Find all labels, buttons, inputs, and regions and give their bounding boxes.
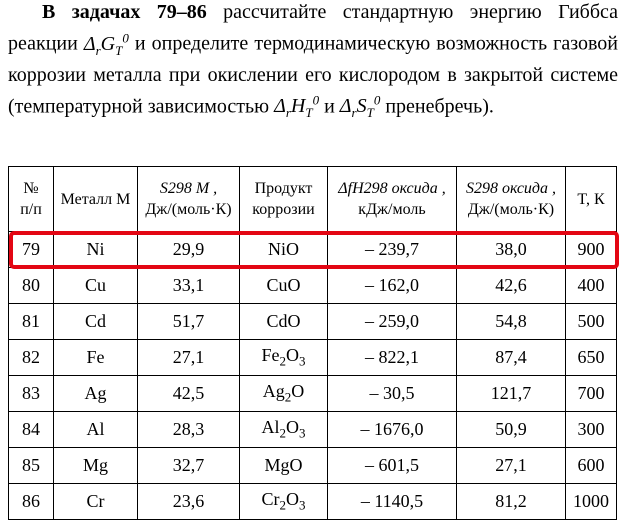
data-table <box>8 166 617 520</box>
table-header-row <box>9 167 617 232</box>
cell-num: 85 <box>9 448 54 484</box>
cell-metal: Cr <box>54 484 138 520</box>
table-row <box>9 340 617 376</box>
header-metal: Металл M <box>54 167 138 232</box>
cell-t: 400 <box>566 268 617 304</box>
cell-num: 81 <box>9 304 54 340</box>
cell-product: $Cr_2O_3$ <box>240 484 328 520</box>
enthalpy-symbol: $\Delta_rH_T^0$ <box>274 92 320 121</box>
cell-t: 500 <box>566 304 617 340</box>
cell-num: 79 <box>9 232 54 268</box>
cell-s: 51,7 <box>138 304 240 340</box>
table-row <box>9 304 617 340</box>
cell-metal: Cd <box>54 304 138 340</box>
header-num: № п/п <box>9 167 54 232</box>
cell-product: MgO <box>240 448 328 484</box>
header-s298-metal: S298 M , Дж/(моль·К) <box>138 167 240 232</box>
header-s298-oxide: S298 оксида , Дж/(моль·К) <box>457 167 566 232</box>
cell-t: 600 <box>566 448 617 484</box>
entropy-symbol: $\Delta_rS_T^0$ <box>339 92 381 121</box>
cell-sox: 54,8 <box>457 304 566 340</box>
header-product: Продукт коррозии <box>240 167 328 232</box>
table-row <box>9 232 617 268</box>
gibbs-symbol: $\Delta_rG_T^0$ <box>83 30 129 58</box>
cell-dh: – 1676,0 <box>328 412 457 448</box>
cell-metal: Fe <box>54 340 138 376</box>
task-text-2: и определите термодинамическую возможность газовой коррозии металла при окислении его кислородом в закрытой системе (температурной зависимостью <box>8 32 618 118</box>
task-text-4: пренебречь). <box>380 95 494 118</box>
cell-t: 900 <box>566 232 617 268</box>
cell-metal: Cu <box>54 268 138 304</box>
header-temperature: T, К <box>566 167 617 232</box>
cell-sox: 50,9 <box>457 412 566 448</box>
table-row <box>9 448 617 484</box>
cell-dh: – 601,5 <box>328 448 457 484</box>
cell-num: 86 <box>9 484 54 520</box>
task-text-1: рассчитайте стандартную энергию Гиббса реакции <box>8 1 618 55</box>
cell-s: 27,1 <box>138 340 240 376</box>
cell-dh: – 162,0 <box>328 268 457 304</box>
cell-t: 1000 <box>566 484 617 520</box>
cell-sox: 81,2 <box>457 484 566 520</box>
cell-t: 700 <box>566 376 617 412</box>
cell-product: NiO <box>240 232 328 268</box>
cell-dh: – 822,1 <box>328 340 457 376</box>
cell-s: 33,1 <box>138 268 240 304</box>
cell-product: $Fe_2O_3$ <box>240 340 328 376</box>
cell-metal: Ag <box>54 376 138 412</box>
cell-s: 29,9 <box>138 232 240 268</box>
cell-s: 32,7 <box>138 448 240 484</box>
cell-s: 42,5 <box>138 376 240 412</box>
table-row <box>9 268 617 304</box>
cell-t: 300 <box>566 412 617 448</box>
cell-dh: – 30,5 <box>328 376 457 412</box>
cell-s: 23,6 <box>138 484 240 520</box>
cell-metal: Mg <box>54 448 138 484</box>
cell-dh: – 259,0 <box>328 304 457 340</box>
cell-sox: 42,6 <box>457 268 566 304</box>
cell-sox: 38,0 <box>457 232 566 268</box>
cell-product: CuO <box>240 268 328 304</box>
task-paragraph <box>8 0 618 125</box>
cell-sox: 121,7 <box>457 376 566 412</box>
cell-metal: Al <box>54 412 138 448</box>
cell-s: 28,3 <box>138 412 240 448</box>
cell-dh: – 239,7 <box>328 232 457 268</box>
table-row <box>9 376 617 412</box>
header-dh-oxide: ΔfH298 оксида , кДж/моль <box>328 167 457 232</box>
cell-product: $Al_2O_3$ <box>240 412 328 448</box>
cell-num: 80 <box>9 268 54 304</box>
cell-metal: Ni <box>54 232 138 268</box>
cell-t: 650 <box>566 340 617 376</box>
cell-dh: – 1140,5 <box>328 484 457 520</box>
cell-num: 84 <box>9 412 54 448</box>
task-text-3: и <box>319 95 340 118</box>
cell-num: 82 <box>9 340 54 376</box>
cell-product: CdO <box>240 304 328 340</box>
task-lead: В задачах 79–86 <box>42 1 207 23</box>
cell-sox: 87,4 <box>457 340 566 376</box>
table-row <box>9 412 617 448</box>
cell-sox: 27,1 <box>457 448 566 484</box>
cell-product: $Ag_2O$ <box>240 376 328 412</box>
cell-num: 83 <box>9 376 54 412</box>
